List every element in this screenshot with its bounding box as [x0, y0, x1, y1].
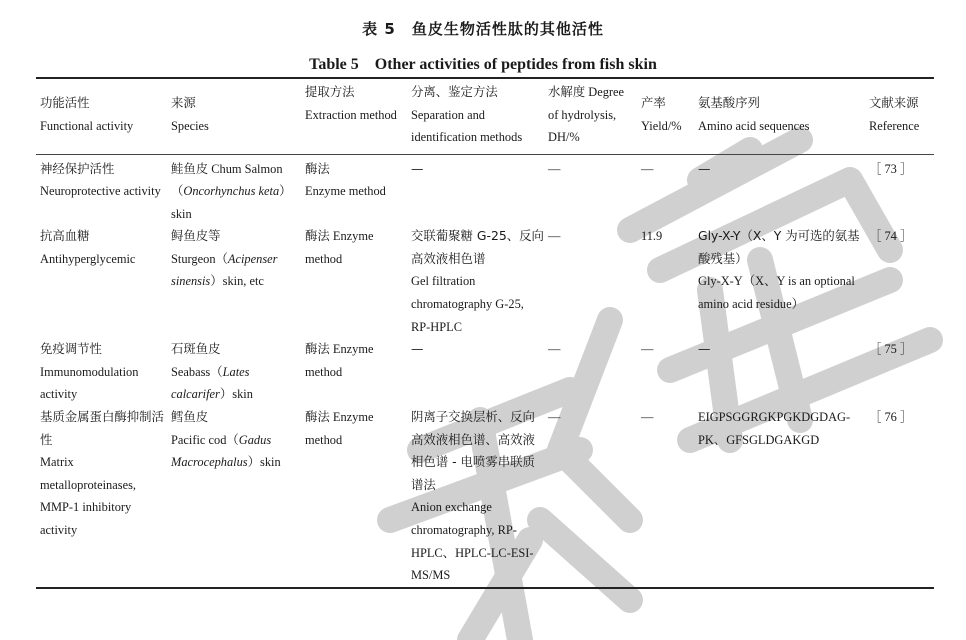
cell-extraction: 酶法 Enzyme method: [305, 228, 374, 266]
table-row: [36, 154, 934, 225]
activity-table: [36, 77, 934, 589]
cell-sequence: —: [698, 341, 711, 357]
cell-extraction: 酶法 Enzyme method: [305, 409, 374, 447]
cell-dh: —: [548, 229, 561, 244]
cell-species: 鳕鱼皮 Pacific cod（Gadus Macrocephalus）skin: [171, 409, 281, 470]
cell-yield: 11.9: [641, 229, 663, 244]
cell-extraction: 酶法 Enzyme method: [305, 160, 386, 199]
cell-sequence: Gly-X-Y（X、Y 为可选的氨基酸残基） Gly-X-Y（X、Y is an optional amino acid residue）: [698, 228, 860, 312]
cell-reference: ［ 74 ］: [869, 229, 913, 244]
header-separation: 分离、鉴定方法 Separation and identification methods: [411, 84, 523, 144]
cell-separation: —: [411, 160, 424, 176]
header-extraction: 提取方法 Extraction method: [305, 84, 397, 122]
cell-dh: —: [548, 410, 561, 425]
cell-reference: ［ 73 ］: [869, 161, 913, 176]
cell-yield: —: [641, 161, 654, 176]
cell-species: 鲟鱼皮等 Sturgeon（Acipenser sinensis）skin, etc: [171, 228, 278, 289]
cell-species: 石斑鱼皮 Seabass（Lates calcarifer）skin: [171, 341, 253, 402]
cell-dh: —: [548, 161, 561, 176]
table-container: [36, 77, 934, 589]
cell-separation: 阴离子交换层析、反向高效液相色谱、高效液相色谱 - 电喷雾串联质谱法 Anion exchange chromatography, RP-HPLC、HPLC-LC-ESI-MS/MS: [411, 409, 535, 583]
cell-yield: —: [641, 410, 654, 425]
cell-activity: 神经保护活性 Neuroprotective activity: [40, 160, 161, 199]
cell-reference: ［ 75 ］: [869, 342, 913, 357]
table-row: [36, 338, 934, 406]
header-reference: 文献来源 Reference: [869, 95, 920, 133]
cell-sequence: —: [698, 160, 711, 176]
cell-extraction: 酶法 Enzyme method: [305, 341, 374, 379]
table-row: [36, 225, 934, 338]
cell-activity: 基质金属蛋白酶抑制活性 Matrix metalloproteinases, MMP-1 inhibitory activity: [40, 409, 164, 537]
cell-dh: —: [548, 342, 561, 357]
table-header-row: [36, 78, 934, 154]
cell-yield: —: [641, 342, 654, 357]
header-yield: 产率 Yield/%: [641, 95, 682, 133]
table-row: [36, 406, 934, 588]
header-species: 来源 Species: [171, 95, 209, 133]
cell-separation: 交联葡聚糖 G-25、反向高效液相色谱 Gel filtration chromatography G-25, RP-HPLC: [411, 228, 544, 334]
cell-reference: ［ 76 ］: [869, 410, 913, 425]
cell-separation: —: [411, 341, 424, 357]
header-activity: 功能活性 Functional activity: [40, 95, 134, 133]
table-caption-zh: 表 5 鱼皮生物活性肽的其他活性: [362, 20, 604, 38]
cell-activity: 免疫调节性 Immunomodulation activity: [40, 341, 139, 402]
cell-species: 鲑鱼皮 Chum Salmon（Oncorhynchus keta）skin: [171, 160, 292, 221]
header-sequence: 氨基酸序列 Amino acid sequences: [698, 95, 810, 133]
table-caption-en: Table 5 Other activities of peptides from fish skin: [309, 56, 657, 73]
cell-sequence: EIGPSGGRGKPGKDGDAG-PK、GFSGLDGAKGD: [698, 410, 851, 447]
cell-activity: 抗高血糖 Antihyperglycemic: [40, 228, 136, 266]
header-dh: 水解度 Degree of hydrolysis, DH/%: [548, 84, 625, 144]
